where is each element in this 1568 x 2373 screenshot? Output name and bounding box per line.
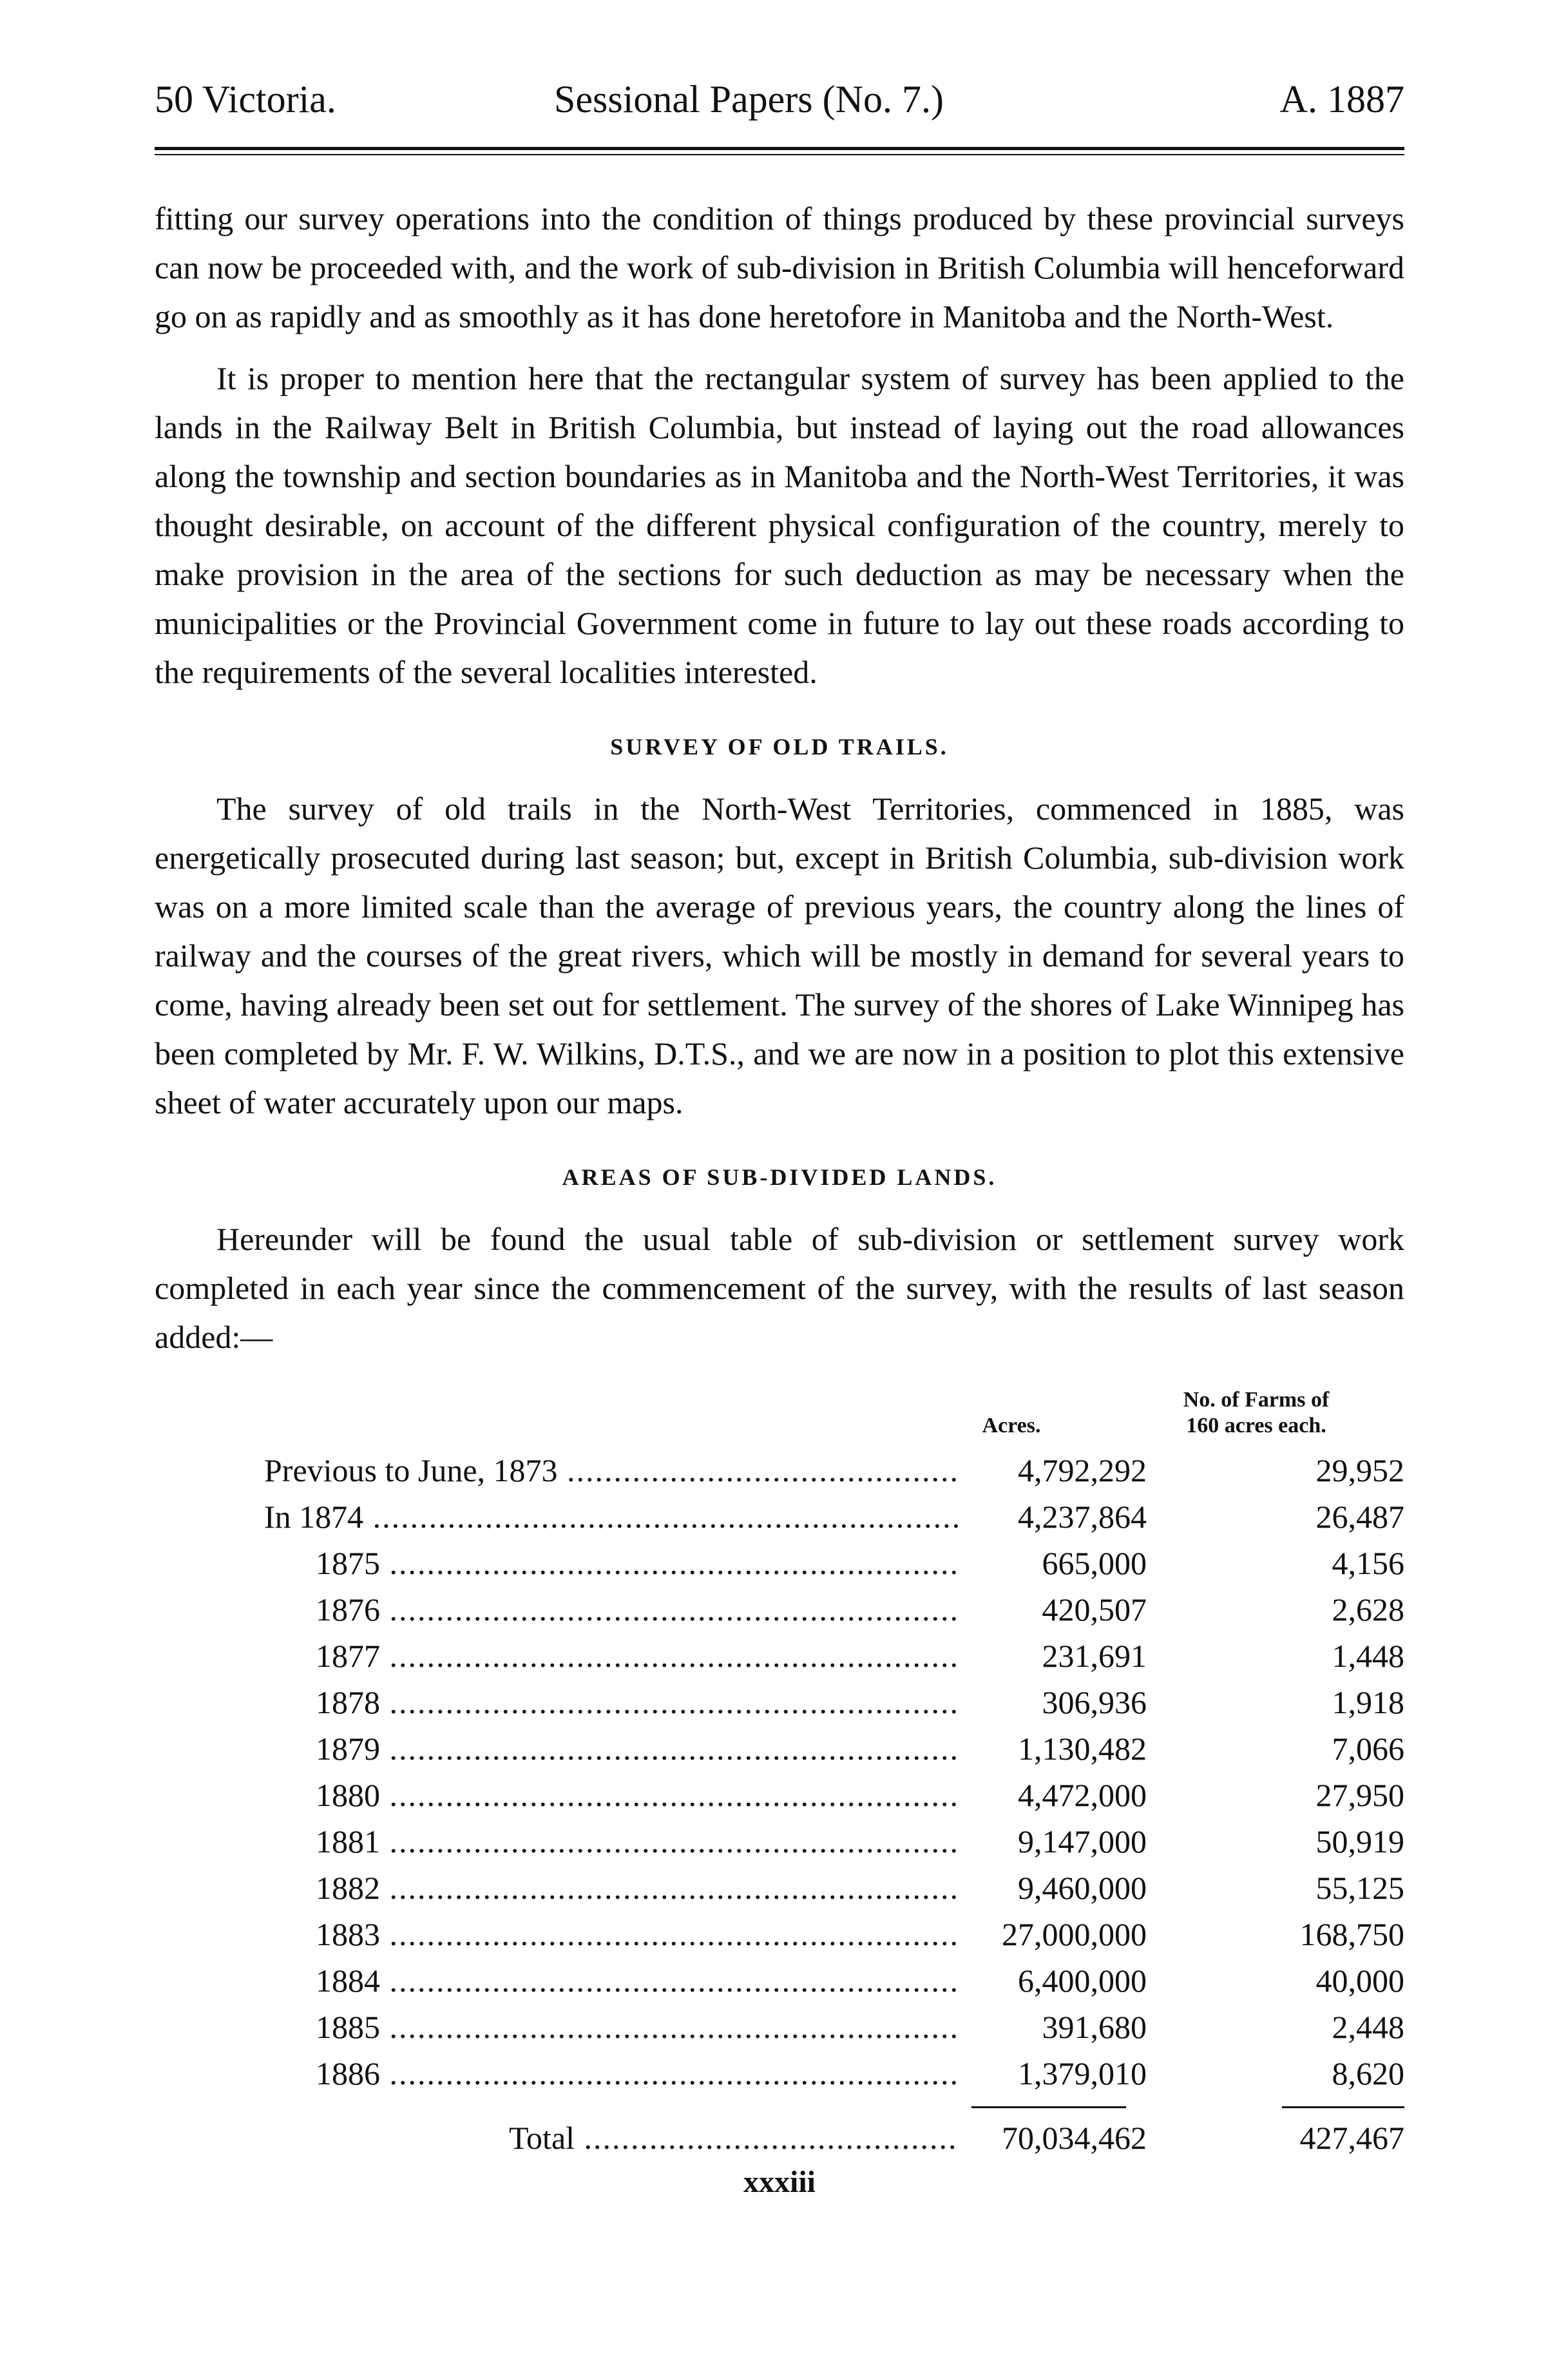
row-farms: 168,750	[1299, 1916, 1404, 1952]
paragraph-continuation: fitting our survey operations into the condition of things produced by these provincial surveys can now be proceeded with, and the work of sub-division in British Columbia will henceforward go on as rapidly and as smoothly as it has done heretofore in Manitoba and the North-West.	[155, 200, 1404, 334]
header-sessional-papers: Sessional Papers (No. 7.)	[554, 78, 944, 120]
total-farms: 427,467	[1299, 2120, 1404, 2156]
table-row	[155, 1962, 1404, 2008]
table-row	[155, 1684, 1404, 1730]
total-acres: 70,034,462	[1002, 2120, 1147, 2156]
row-label: 1884 .....	[316, 1962, 960, 1999]
row-label: Previous to June, 1873 .....	[264, 1452, 960, 1489]
acres-sum-rule	[971, 2106, 1126, 2108]
row-farms: 55,125	[1315, 1870, 1404, 1906]
farms-sum-rule	[1282, 2106, 1404, 2108]
paragraph-old-trails: The survey of old trails in the North-West Territories, commenced in 1885, was energetically prosecuted during last season; but, except in British Columbia, sub-division work was on a more limited scale than the average of previous years, the country along the lines of railway and the courses of the great rivers, which will be mostly in demand for several years to come, having already been set out for settlement. The survey of the shores of Lake Winnipeg has been completed by Mr. F. W. Wilkins, D.T.S., and we are now in a position to plot this extensive sheet of water accurately upon our maps.	[155, 791, 1404, 1120]
row-acres: 6,400,000	[1018, 1963, 1147, 1999]
row-farms: 8,620	[1332, 2055, 1404, 2091]
row-label: 1886 .....	[316, 2055, 960, 2092]
row-acres: 1,130,482	[1018, 1731, 1147, 1767]
row-farms: 2,628	[1332, 1591, 1404, 1628]
row-acres: 27,000,000	[1002, 1916, 1147, 1952]
row-label: 1878 .....	[316, 1684, 960, 1721]
table-total-row	[155, 2119, 1404, 2166]
header-session: 50 Victoria.	[155, 78, 336, 120]
row-label: In 1874 .....	[264, 1498, 960, 1535]
running-head	[155, 77, 1404, 142]
row-acres: 391,680	[1042, 2009, 1147, 2045]
table-row	[155, 1544, 1404, 1591]
row-farms: 26,487	[1315, 1499, 1404, 1535]
row-label: 1876 .....	[316, 1591, 960, 1628]
row-acres: 9,460,000	[1018, 1870, 1147, 1906]
row-label: 1879 .....	[316, 1730, 960, 1767]
row-label: 1882 .....	[316, 1869, 960, 1907]
column-header-farms-line2: 160 acres each.	[1186, 1414, 1326, 1437]
subdivision-table	[155, 1368, 1404, 2373]
row-farms: 1,448	[1332, 1638, 1404, 1674]
row-farms: 40,000	[1315, 1963, 1404, 1999]
table-row	[155, 1776, 1404, 1823]
row-farms: 50,919	[1315, 1823, 1404, 1859]
table-row	[155, 1591, 1404, 1637]
row-farms: 4,156	[1332, 1545, 1404, 1581]
row-label: 1885 .....	[316, 2008, 960, 2046]
row-acres: 306,936	[1042, 1684, 1147, 1720]
column-header-acres: Acres.	[982, 1414, 1041, 1437]
table-row	[155, 2055, 1404, 2101]
row-farms: 29,952	[1315, 1452, 1404, 1488]
row-label: 1875 .....	[316, 1544, 960, 1582]
row-label: 1881 .....	[316, 1823, 960, 1860]
row-label: 1883 .....	[316, 1916, 960, 1953]
row-acres: 9,147,000	[1018, 1823, 1147, 1859]
header-rule-thick	[155, 147, 1404, 150]
column-header-farms	[1108, 1387, 1404, 1439]
header-year: A. 1887	[1279, 78, 1404, 120]
row-acres: 4,472,000	[1018, 1777, 1147, 1813]
table-row	[155, 2008, 1404, 2055]
row-farms: 2,448	[1332, 2009, 1404, 2045]
paragraph-table-intro: Hereunder will be found the usual table of sub-division or settlement survey work completed in each year since the commencement of the survey, with the results of last season added:—	[155, 1221, 1404, 1355]
table-row	[155, 1730, 1404, 1776]
table-row	[155, 1637, 1404, 1684]
row-acres: 4,792,292	[1018, 1452, 1147, 1488]
table-row	[155, 1869, 1404, 1916]
page-folio: xxxiii	[743, 2165, 816, 2199]
paragraph-rectangular-system: It is proper to mention here that the rectangular system of survey has been applied to the lands in the Railway Belt in British Columbia, but instead of laying out the road allowances along the township and section boundaries as in Manitoba and the North-West Territories, it was thought desirable, on account of the different physical configuration of the country, merely to make provision in the area of the sections for such deduction as may be necessary when the municipalities or the Provincial Government come in future to lay out these roads according to the requirements of the several localities interested.	[155, 360, 1404, 690]
row-acres: 1,379,010	[1018, 2055, 1147, 2091]
heading-areas-subdivided: AREAS OF SUB-DIVIDED LANDS.	[562, 1164, 997, 1190]
row-label: 1877 .....	[316, 1637, 960, 1675]
row-acres: 231,691	[1042, 1638, 1147, 1674]
total-label: Total .....	[509, 2119, 960, 2157]
table-row	[155, 1498, 1404, 1544]
header-rule-thin	[155, 154, 1404, 155]
row-farms: 27,950	[1315, 1777, 1404, 1813]
table-row	[155, 1916, 1404, 1962]
row-label: 1880 .....	[316, 1776, 960, 1814]
row-farms: 7,066	[1332, 1731, 1404, 1767]
table-row	[155, 1452, 1404, 1498]
heading-survey-old-trails: SURVEY OF OLD TRAILS.	[610, 734, 949, 760]
page	[155, 77, 1404, 2373]
table-row	[155, 1823, 1404, 1869]
row-farms: 1,918	[1332, 1684, 1404, 1720]
row-acres: 665,000	[1042, 1545, 1147, 1581]
column-header-farms-line1: No. of Farms of	[1183, 1388, 1330, 1412]
row-acres: 4,237,864	[1018, 1499, 1147, 1535]
body-text	[155, 194, 1404, 1361]
row-acres: 420,507	[1042, 1591, 1147, 1628]
